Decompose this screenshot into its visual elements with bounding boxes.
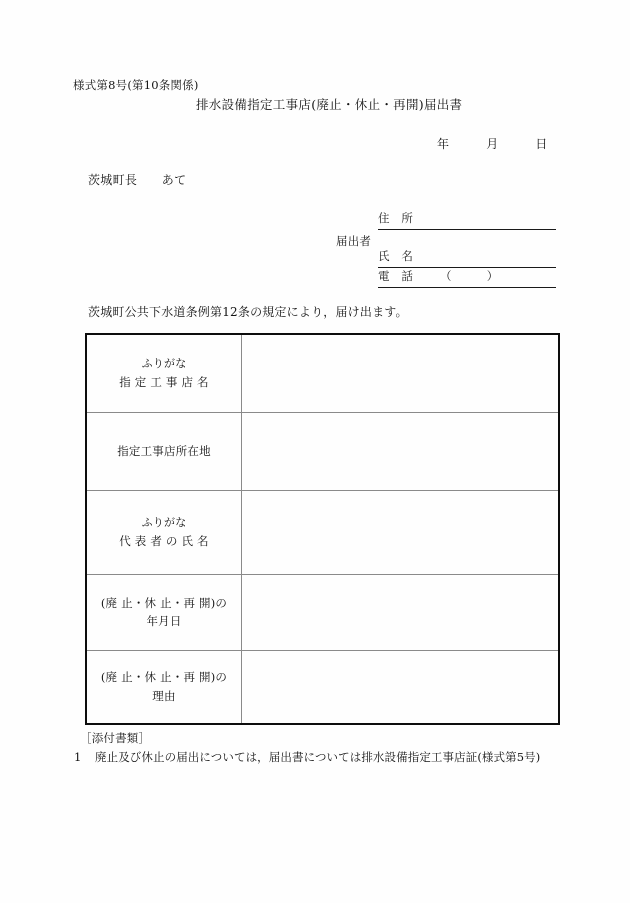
submitter-address-label: 住 所	[378, 211, 414, 225]
table-row	[86, 650, 559, 724]
submitter-phone-field[interactable]	[378, 268, 556, 288]
furigana-label: ふりがな	[141, 516, 187, 529]
row-entry-shop-name[interactable]	[242, 334, 560, 412]
row-label-text: 代 表 者 の 氏 名	[119, 533, 209, 548]
row-label-text: 指 定 工 事 店 名	[119, 374, 209, 389]
note-number: 1	[74, 750, 82, 764]
row-label-text: 年月日	[146, 614, 182, 628]
addressee-line: 茨城町長 あて	[88, 173, 187, 187]
row-label-shop-name	[86, 334, 242, 412]
furigana-label: ふりがな	[141, 357, 187, 371]
submitter-name-field[interactable]	[378, 248, 556, 268]
table-row	[86, 412, 559, 490]
row-label-status-date	[86, 574, 242, 650]
submitter-name-label: 氏 名	[378, 249, 414, 263]
submitter-label: 届出者	[336, 234, 372, 248]
row-label-text: 理由	[152, 688, 176, 703]
statement-line: 茨城町公共下水道条例第12条の規定により，届け出ます。	[88, 305, 408, 319]
attachment-header: ［添付書類］	[80, 731, 151, 745]
row-entry-representative-name[interactable]	[242, 490, 560, 574]
submitter-phone-parentheses: （ ）	[440, 269, 499, 283]
row-entry-shop-address[interactable]	[242, 412, 560, 490]
row-label-prefix: (廃 止・休 止・再 開)の	[100, 670, 228, 685]
table-row	[86, 490, 559, 574]
form-number: 様式第8号(第10条関係)	[73, 78, 199, 92]
row-label-representative-name	[86, 490, 242, 574]
document-title: 排水設備指定工事店(廃止・休止・再開)届出書	[196, 97, 463, 112]
row-label-text: 指定工事店所在地	[117, 443, 211, 458]
note-text: 廃止及び休止の届出については，届出書については排水設備指定工事店証(様式第5号)	[95, 750, 541, 764]
row-label-status-reason	[86, 650, 242, 724]
table-row	[86, 574, 559, 650]
submitter-address-field[interactable]	[378, 210, 556, 230]
row-entry-status-date[interactable]	[242, 574, 560, 650]
row-label-shop-address	[86, 412, 242, 490]
date-line: 年 月 日	[437, 137, 548, 151]
submitter-phone-label: 電 話	[378, 269, 414, 283]
row-label-prefix: (廃 止・休 止・再 開)の	[100, 595, 228, 610]
row-entry-status-reason[interactable]	[242, 650, 560, 724]
form-table	[85, 333, 560, 725]
table-row	[86, 334, 559, 412]
